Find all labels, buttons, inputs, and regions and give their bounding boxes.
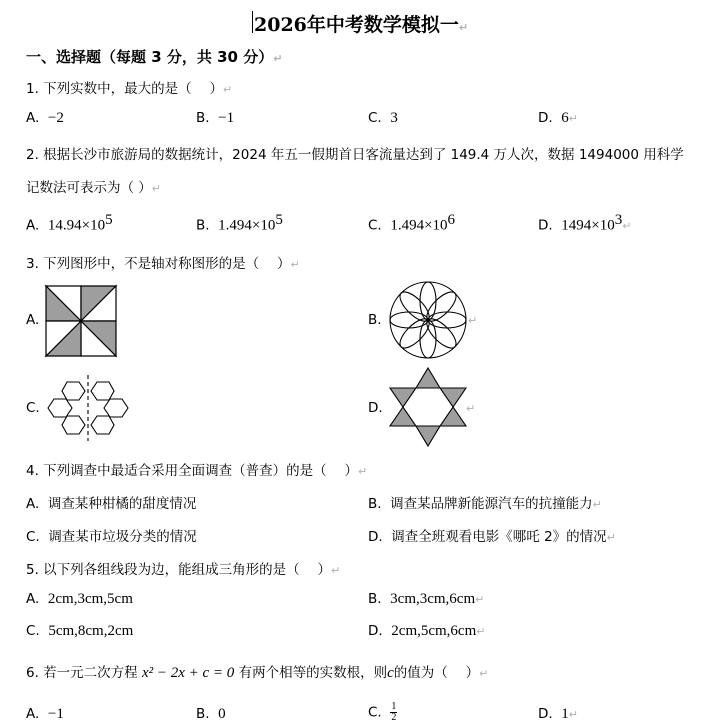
q4-option-d[interactable]: D. 调查全班观看电影《哪吒 2》的情况↵ bbox=[368, 529, 616, 545]
q2-option-d[interactable]: D. $1494\times 10^3↵$ bbox=[538, 212, 632, 234]
question-2-stem-line1: 2. 根据长沙市旅游局的数据统计，2024 年五一假期首日客流量达到了 149.4 万人次，数据 1494000 用科学 bbox=[26, 147, 684, 163]
q6-option-c[interactable]: C. $\frac{1}{2}$ bbox=[368, 701, 397, 723]
hexagram-star-icon[interactable] bbox=[390, 368, 466, 446]
q6-option-d[interactable]: D. 1↵ bbox=[538, 706, 578, 722]
page-title: 2026年中考数学模拟一↵ bbox=[254, 14, 469, 36]
q1-option-d[interactable]: D. 6↵ bbox=[538, 110, 578, 126]
q4-option-a[interactable]: A. 调查某种柑橘的甜度情况 bbox=[26, 496, 197, 512]
fraction: $\frac{1}{2}$ bbox=[391, 701, 397, 723]
q3-option-d-label[interactable]: D. bbox=[368, 400, 383, 416]
q5-option-b[interactable]: B. 3cm,3cm,6cm↵ bbox=[368, 591, 485, 607]
question-2-stem-line2: 记数法可表示为（ ）↵ bbox=[26, 180, 162, 196]
hexagon-cluster-icon[interactable] bbox=[48, 373, 128, 443]
paragraph-mark: ↵ bbox=[468, 314, 478, 327]
question-5-stem: 5. 以下列各组线段为边，能组成三角形的是（ ）↵ bbox=[26, 562, 341, 578]
q3-option-c-label[interactable]: C. bbox=[26, 400, 40, 416]
question-6-stem: 6. 若一元二次方程 x² − 2x + c = 0 有两个相等的实数根，则c的值为（ ）↵ bbox=[26, 665, 489, 681]
q1-option-a[interactable]: A. −2 bbox=[26, 110, 64, 126]
q4-option-b[interactable]: B. 调查某品牌新能源汽车的抗撞能力↵ bbox=[368, 496, 602, 512]
section-heading: 一、选择题（每题 3 分，共 30 分）↵ bbox=[26, 48, 283, 66]
q2-option-b[interactable]: B. $1.494\times 10^5$ bbox=[196, 212, 283, 234]
question-1-stem: 1. 下列实数中，最大的是（ ）↵ bbox=[26, 81, 233, 97]
q2-option-c[interactable]: C. $1.494\times 10^6$ bbox=[368, 212, 456, 234]
q1-option-c[interactable]: C. 3 bbox=[368, 110, 398, 126]
q6-option-b[interactable]: B. 0 bbox=[196, 706, 226, 722]
q5-option-a[interactable]: A. 2cm,3cm,5cm bbox=[26, 591, 133, 607]
question-4-stem: 4. 下列调查中最适合采用全面调查（普查）的是（ ）↵ bbox=[26, 463, 368, 479]
q3-option-a-label[interactable]: A. bbox=[26, 312, 40, 328]
text-cursor bbox=[252, 11, 253, 33]
q4-option-c[interactable]: C. 调查某市垃圾分类的情况 bbox=[26, 529, 197, 545]
q2-option-a[interactable]: A. $14.94\times 10^5$ bbox=[26, 212, 113, 234]
q1-option-b[interactable]: B. −1 bbox=[196, 110, 235, 126]
question-3-stem: 3. 下列图形中，不是轴对称图形的是（ ）↵ bbox=[26, 256, 300, 272]
q5-option-d[interactable]: D. 2cm,5cm,6cm↵ bbox=[368, 623, 486, 639]
q5-option-c[interactable]: C. 5cm,8cm,2cm bbox=[26, 623, 134, 639]
flower-circle-icon[interactable] bbox=[388, 280, 468, 360]
pinwheel-icon[interactable] bbox=[46, 286, 116, 356]
q3-option-b-label[interactable]: B. bbox=[368, 312, 382, 328]
paragraph-mark: ↵ bbox=[466, 402, 476, 415]
q6-option-a[interactable]: A. −1 bbox=[26, 706, 64, 722]
